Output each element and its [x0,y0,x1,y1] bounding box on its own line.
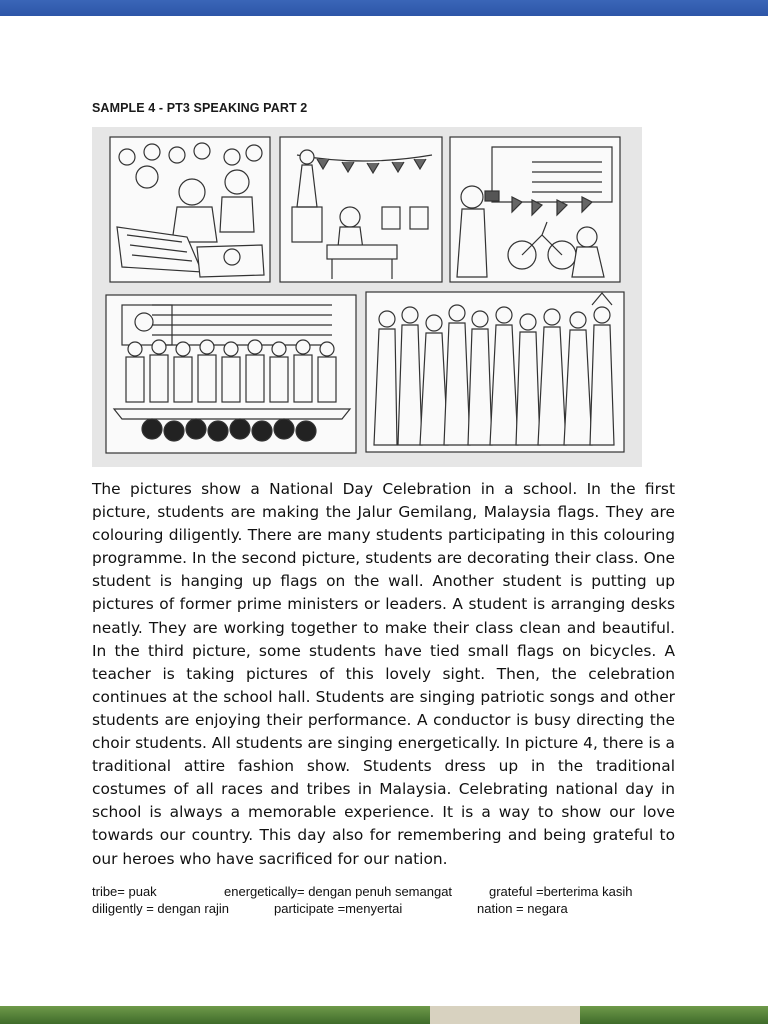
passage-text: The pictures show a National Day Celebration in a school. In the first picture, students are making the Jalur Gemilang, Malaysia flags. They are colouring diligently. There are many students participating in this colouring programme. In the second picture, students are decorating their class. One student is hanging up flags on the wall. Another student is putting up pictures of former prime ministers or leaders. A student is arranging desks neatly. They are working together to make their class clean and beautiful. In the third picture, some students have tied small flags on bicycles. A teacher is taking pictures of this lovely sight. Then, the celebration continues at the school hall. Students are singing patriotic songs and other students are enjoying their performance. A conductor is busy directing the choir students. All students are singing energetically. In picture 4, there is a traditional attire fashion show. Students dress up in the traditional costumes of all races and tribes in Malaysia. Celebrating national day in school is always a memorable experience. It is a way to show our love towards our country. This day also for remembering and being grateful to our heroes who have sacrificed for our nation. [92,480,675,868]
vocabulary-row-1 [92,884,692,900]
panel-bicycle-flags [450,137,620,282]
panel-colouring-flags [110,137,270,282]
vocabulary-row-2 [92,901,692,917]
panel-decorating-class [280,137,442,282]
panel-traditional-attire [366,292,624,452]
document-heading: SAMPLE 4 - PT3 SPEAKING PART 2 [92,101,308,115]
scene-illustration [92,127,642,467]
vocab-term: grateful =berterima kasih [489,884,633,899]
panel-choir-hall [106,295,356,453]
footer-path [430,1006,580,1024]
grass-footer-strip [0,1006,768,1024]
vocab-term: nation = negara [477,901,568,916]
top-banner-bar [0,0,768,16]
vocab-term: tribe= puak [92,884,157,899]
vocab-term: diligently = dengan rajin [92,901,229,916]
vocab-term: energetically= dengan penuh semangat [224,884,453,899]
vocab-term: participate =menyertai [274,901,403,916]
